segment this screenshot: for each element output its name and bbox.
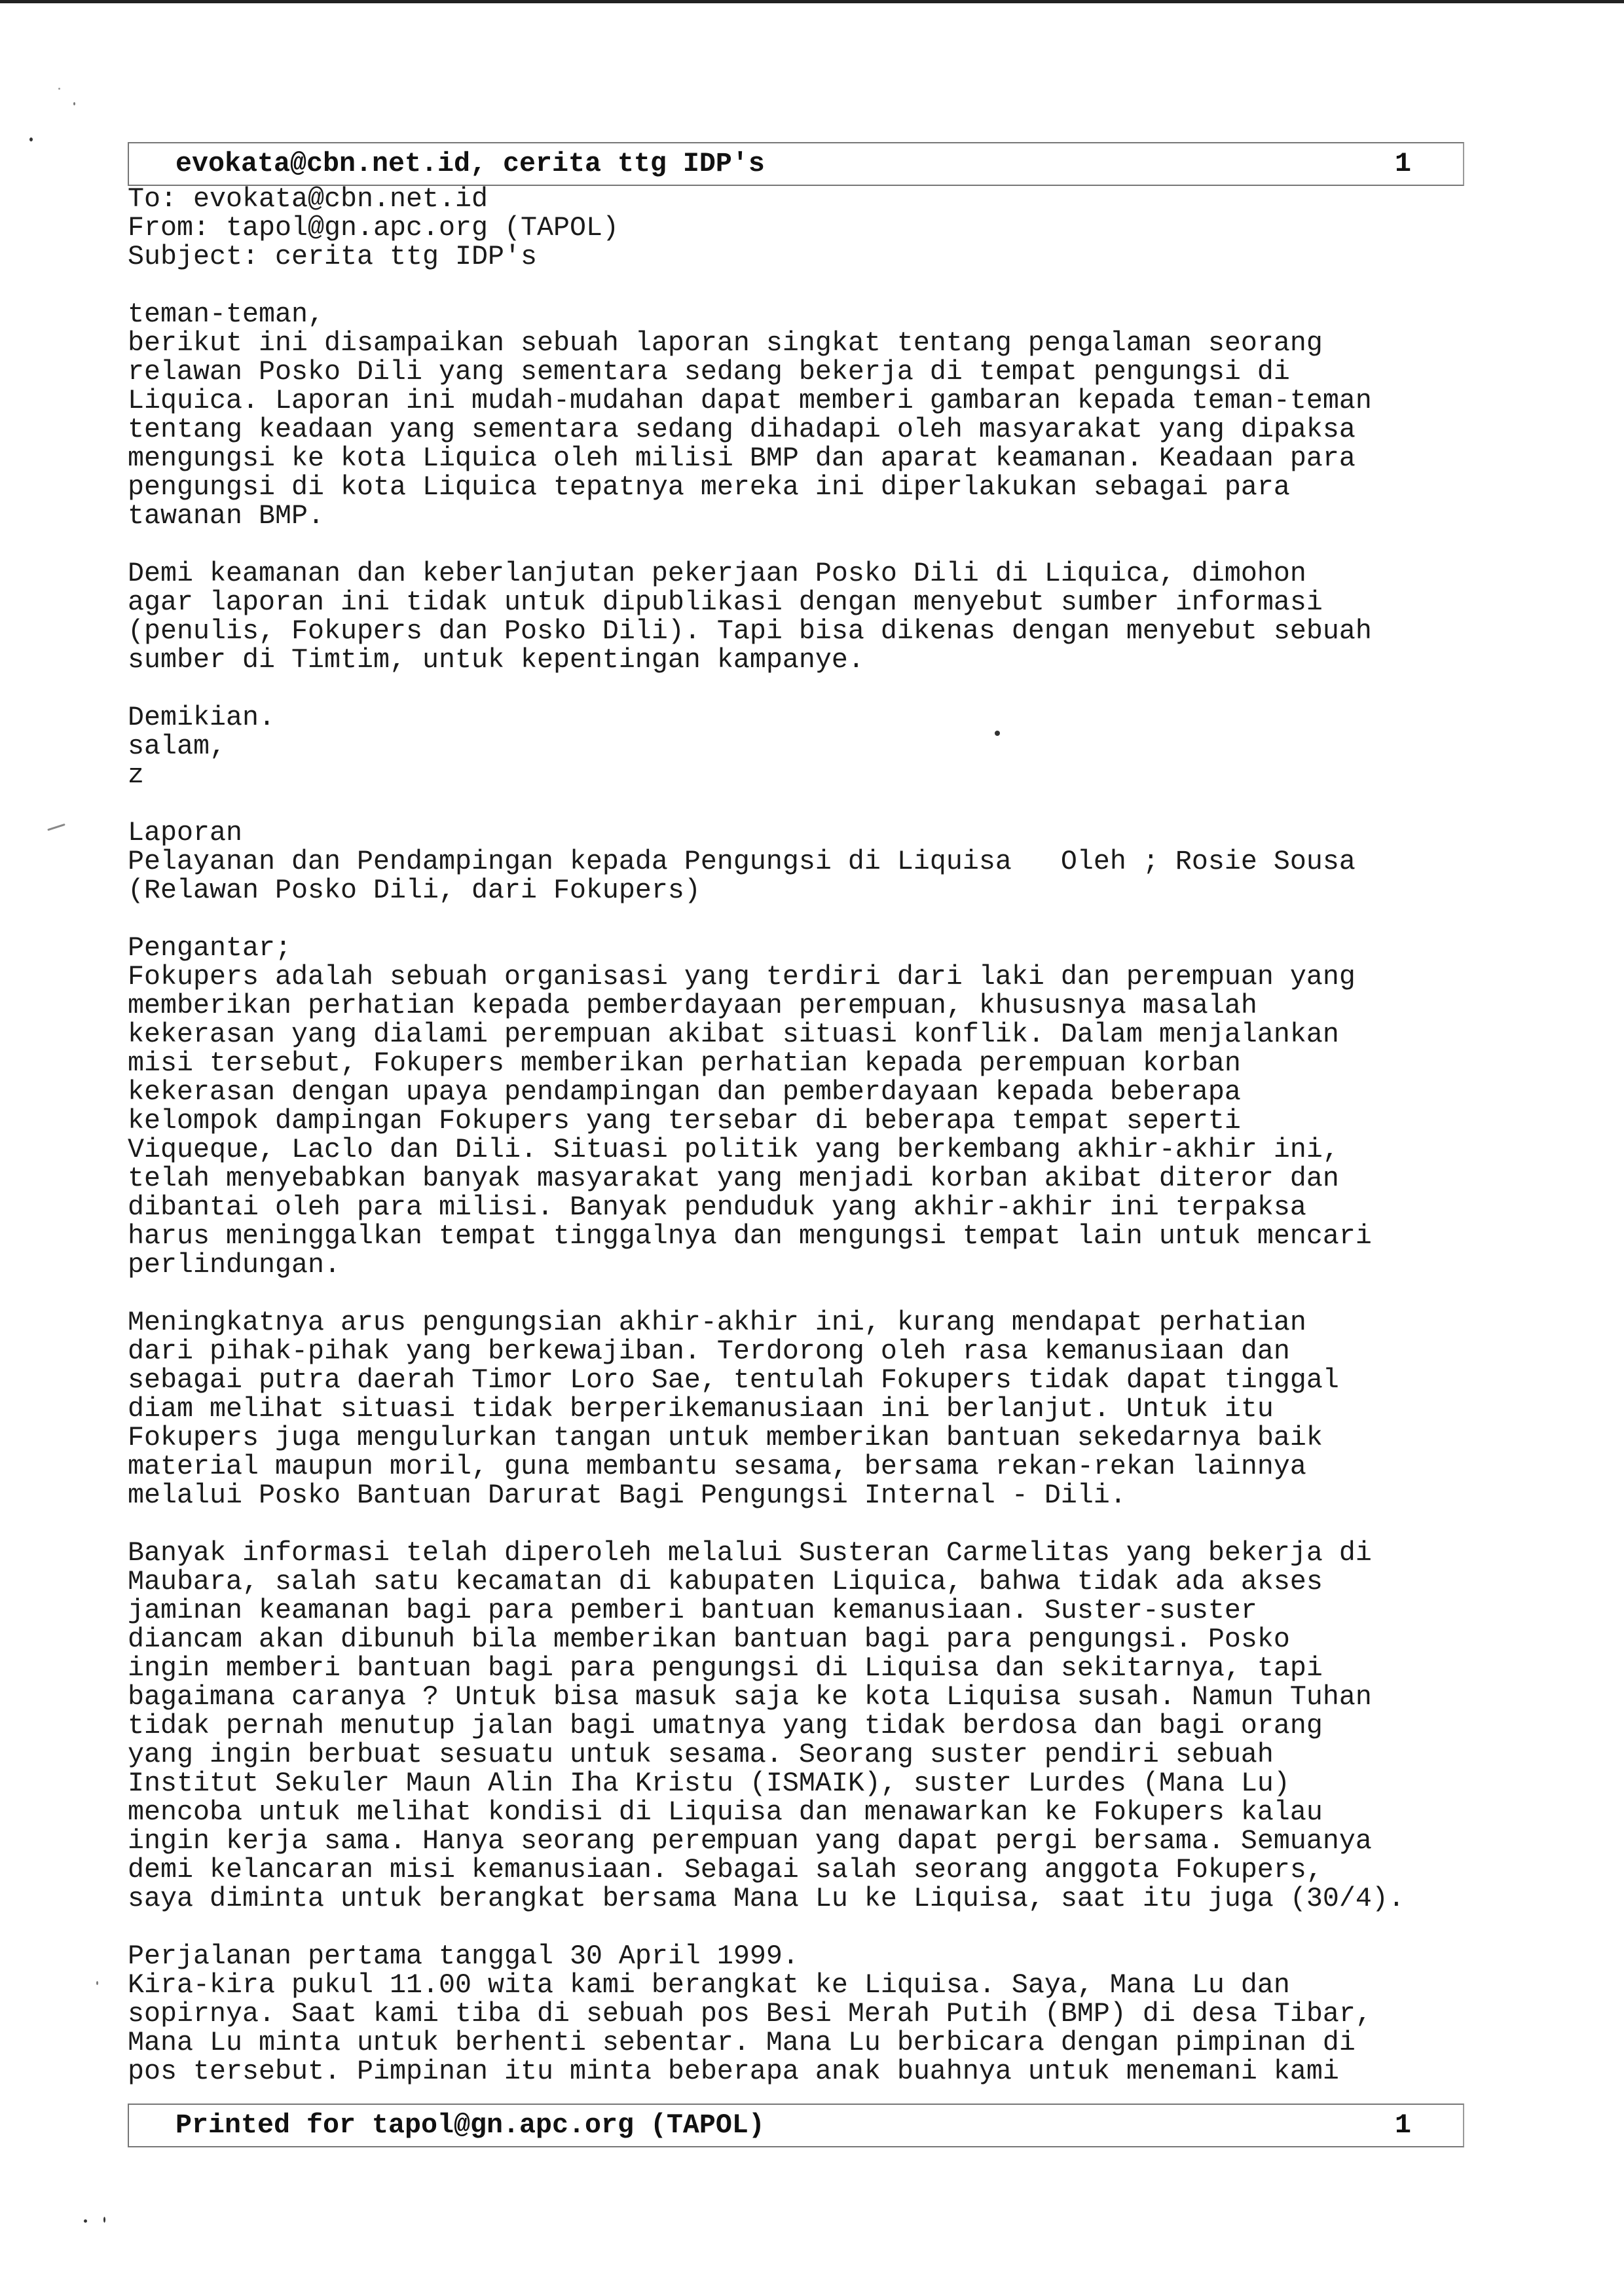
report-title: Laporan [128,817,242,848]
scan-speck [103,2217,105,2223]
subject-label: Subject: [128,241,259,272]
scan-speck [47,824,65,831]
confidentiality-paragraph: Demi keamanan dan keberlanjutan pekerjaan Posko Dili di Liquica, dimohon agar laporan ini tidak untuk dipublikasi dengan menyebut sumber informasi (penulis, Fokupers dan Posko Dili). Tapi bisa dikenas dengan menyebut sebuah sumber di Timtim, untuk kepentingan kampanye. [128,558,1372,676]
first-trip-heading: Perjalanan pertama tanggal 30 April 1999. [128,1941,799,1972]
access-paragraph: Banyak informasi telah diperoleh melalui Susteran Carmelitas yang bekerja di Maubara, salah satu kecamatan di kabupaten Liquica, bahwa tidak ada akses jaminan keamanan bagi para pemberi bantuan kemanusiaan. Suster-suster diancam akan dibunuh bila memberikan bantuan bagi para pengungsi. Posko ingin memberi bantuan bagi para pengungsi di Liquisa dan sekitarnya, tapi bagaimana caranya ? Untuk bisa masuk saja ke kota Liquisa susah. Namun Tuhan tidak pernah menutup jalan bagi umatnya yang tidak berdosa dan bagi orang yang ingin berbuat sesuatu untuk sesama. Seorang suster pendiri sebuah Institut Sekuler Maun Alin Iha Kristu (ISMAIK), suster Lurdes (Mana Lu) mencoba untuk melihat kondisi di Liquisa dan menawarkan ke Fokupers kalau ingin kerja sama. Hanya seorang perempuan yang dapat pergi bersama. Semuanya demi kelancaran misi kemanusiaan. Sebagai salah seorang anggota Fokupers, saya diminta untuk berangkat bersama Mana Lu ke Liquisa, saat itu juga (30/4). [128,1537,1405,1914]
subject-line [128,242,1405,271]
first-trip-paragraph: Kira-kira pukul 11.00 wita kami berangkat ke Liquisa. Saya, Mana Lu dan sopirnya. Saat kami tiba di sebuah pos Besi Merah Putih (BMP) di desa Tibar, Mana Lu minta untuk berhenti sebentar. Mana Lu berbicara dengan pimpinan di pos tersebut. Pimpinan itu minta beberapa anak buahnya untuk menemani kami [128,1969,1372,2087]
scan-speck [29,137,33,141]
email-header-bar [128,142,1464,186]
report-affiliation: (Relawan Posko Dili, dari Fokupers) [128,875,701,906]
scan-speck [73,102,75,105]
from-label: From: [128,212,210,244]
from-line [128,213,1405,242]
signature: z [128,759,144,791]
report-subtitle-line [128,847,1405,876]
page-number: 1 [1395,148,1411,179]
scan-speck [96,1981,98,1985]
report-author: Oleh ; Rosie Sousa [1060,846,1356,877]
subject-text: cerita ttg IDP's [274,241,537,272]
printed-for-label: Printed for tapol@gn.apc.org (TAPOL) [175,2109,765,2141]
refugee-flow-paragraph: Meningkatnya arus pengungsian akhir-akhir ini, kurang mendapat perhatian dari pihak-pihak yang berkewajiban. Terdorong oleh rasa kemanusiaan dan sebagai putra daerah Timor Loro Sae, tentulah Fokupers tidak dapat tinggal diam melihat situasi tidak berperikemanusiaan ini berlanjut. Untuk itu Fokupers juga mengulurkan tangan untuk memberikan bantuan sekedarnya baik material maupun moril, guna membantu sesama, bersama rekan-rekan lainnya melalui Posko Bantuan Darurat Bagi Pengungsi Internal - Dili. [128,1307,1339,1511]
scan-speck [84,2219,87,2223]
footer-page-number: 1 [1395,2109,1411,2141]
scan-top-edge [0,0,1624,3]
to-label: To: [128,183,177,215]
greeting: teman-teman, [128,299,324,330]
to-address: evokata@cbn.net.id [193,183,488,215]
report-subtitle: Pelayanan dan Pendampingan kepada Pengungsi di Liquisa [128,846,1012,877]
print-footer-bar [128,2104,1464,2147]
salutation: salam, [128,731,226,762]
pengantar-paragraph: Fokupers adalah sebuah organisasi yang terdiri dari laki dan perempuan yang memberikan perhatian kepada pemberdayaan perempuan, khususnya masalah kekerasan yang dialami perempuan akibat situasi konflik. Dalam menjalankan misi tersebut, Fokupers memberikan perhatian kepada perempuan korban kekerasan dengan upaya pendampingan dan pemberdayaan kepada beberapa kelompok dampingan Fokupers yang tersebar di beberapa tempat seperti Viqueque, Laclo dan Dili. Situasi politik yang berkembang akhir-akhir ini, telah menyebabkan banyak masyarakat yang menjadi korban akibat diteror dan dibantai oleh para milisi. Banyak penduduk yang akhir-akhir ini terpaksa harus meninggalkan tempat tinggalnya dan mengungsi tempat lain untuk mencari perlindungan. [128,961,1372,1281]
scan-speck [58,88,60,90]
closing: Demikian. [128,702,275,733]
intro-paragraph: berikut ini disampaikan sebuah laporan singkat tentang pengalaman seorang relawan Posko Dili yang sementara sedang bekerja di tempat pengungsi di Liquica. Laporan ini mudah-mudahan dapat memberi gambaran kepada teman-teman tentang keadaan yang sementara sedang dihadapi oleh masyarakat yang dipaksa mengungsi ke kota Liquica oleh milisi BMP dan aparat keamanan. Keadaan para pengungsi di kota Liquica tepatnya mereka ini diperlakukan sebagai para tawanan BMP. [128,327,1372,532]
from-address: tapol@gn.apc.org (TAPOL) [226,212,619,244]
pengantar-heading: Pengantar; [128,932,291,964]
to-line [128,185,1405,213]
email-title: evokata@cbn.net.id, cerita ttg IDP's [175,148,765,179]
email-body [128,185,1405,2086]
